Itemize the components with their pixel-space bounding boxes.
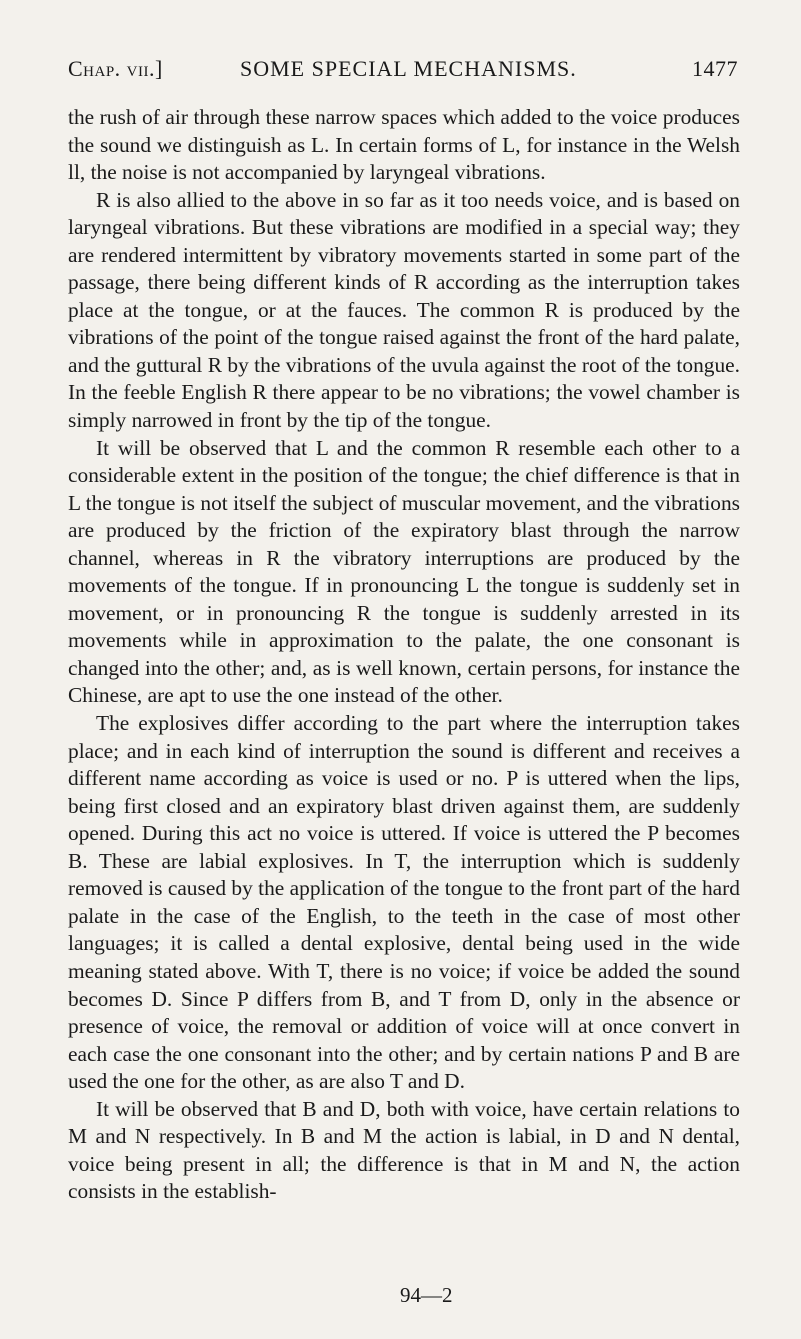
page-number: 1477: [692, 56, 738, 81]
body-text: [68, 104, 740, 1206]
running-head: [68, 56, 738, 90]
paragraph-2: R is also allied to the above in so far as it too needs voice, and is based on laryngeal vibrations. But these vibrations are modified in a special way; they are rendered intermittent by vibratory movements started in some part of the passage, there being different kinds of R according as the interruption takes place at the tongue, or at the fauces. The common R is produced by the vibrations of the point of the tongue raised against the front of the hard palate, and the guttural R by the vibrations of the uvula against the root of the tongue. In the feeble English R there appear to be no vibrations; the vowel chamber is simply narrowed in front by the tip of the tongue.: [68, 187, 740, 433]
paragraph-4: The explosives differ according to the part where the interruption takes place; and in each kind of interruption the sound is different and receives a different name according as voice is used or no. P is uttered when the lips, being first closed and an expiratory blast driven against them, are suddenly opened. During this act no voice is uttered. If voice is uttered the P becomes B. These are labial explosives. In T, the interruption which is suddenly removed is caused by the application of the tongue to the front part of the hard palate in the case of the English, to the teeth in the case of most other languages; it is called a dental explosive, dental being used in the wide meaning stated above. With T, there is no voice; if voice be added the sound becomes D. Since P differs from B, and T from D, only in the absence or presence of voice, the removal or addition of voice will at once convert in each case the one consonant into the other; and by certain nations P and B are used the one for the other, as are also T and D.: [68, 711, 740, 1094]
paragraph-1: the rush of air through these narrow spaces which added to the voice produces the sound we distinguish as L. In certain forms of L, for instance in the Welsh ll, the noise is not accompanied by laryngeal vibrations.: [68, 105, 740, 185]
running-title: SOME SPECIAL MECHANISMS.: [240, 56, 577, 81]
paragraph-5: It will be observed that B and D, both with voice, have certain relations to M and N respectively. In B and M the action is labial, in D and N dental, voice being present in all; the difference is that in M and N, the action consists in the establish-: [68, 1096, 740, 1204]
chapter-label: Chap. vii.]: [68, 56, 163, 81]
paragraph-3: It will be observed that L and the common R resemble each other to a considerable extent in the position of the tongue; the chief difference is that in L the tongue is not itself the subject of muscular movement, and the vibrations are produced by the friction of the expiratory blast through the narrow channel, whereas in R the vibratory interruptions are produced by the movements of the tongue. If in pronouncing L the tongue is suddenly set in movement, or in pronouncing R the tongue is suddenly arrested in its movements while in approximation to the palate, the one consonant is changed into the other; and, as is well known, certain persons, for instance the Chinese, are apt to use the one instead of the other.: [68, 435, 740, 708]
signature-mark: 94—2: [400, 1283, 453, 1307]
